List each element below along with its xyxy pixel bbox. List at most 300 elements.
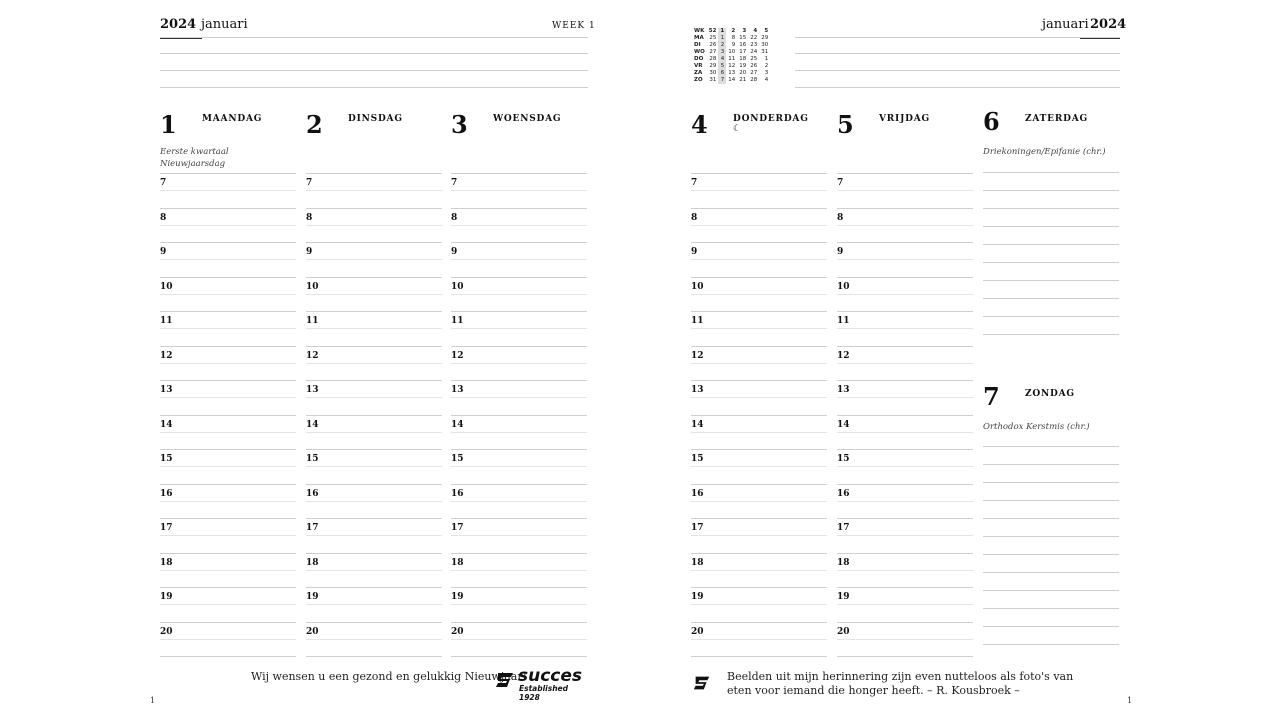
hour-rule — [160, 518, 296, 519]
half-hour-rule — [451, 535, 587, 536]
hour-label: 12 — [451, 350, 464, 361]
hour-label: 19 — [451, 592, 464, 602]
hour-label: 11 — [691, 316, 704, 326]
mini-calendar — [692, 28, 770, 84]
half-hour-rule — [306, 259, 442, 260]
day-number: 3 — [451, 110, 468, 139]
mini-cal-cell: 3 — [764, 70, 769, 76]
half-hour-rule — [837, 501, 973, 502]
mini-cal-cell: 21 — [739, 77, 747, 83]
hour-rule — [306, 449, 442, 450]
hour-label: 9 — [160, 247, 167, 257]
hour-rule — [160, 656, 296, 657]
hour-label: 12 — [160, 350, 173, 361]
hour-rule — [306, 311, 442, 312]
hour-label: 9 — [306, 247, 313, 257]
note-line — [983, 500, 1119, 501]
note-line — [983, 262, 1119, 263]
mini-cal-cell: 10 — [728, 49, 736, 55]
mini-cal-cell: 13 — [728, 70, 736, 76]
half-hour-rule — [691, 259, 827, 260]
half-hour-rule — [160, 535, 296, 536]
half-hour-rule — [451, 639, 587, 640]
hour-rule — [691, 311, 827, 312]
note-line — [983, 482, 1119, 483]
hour-label: 15 — [691, 454, 704, 464]
hour-rule — [691, 208, 827, 209]
hour-label: 7 — [451, 178, 458, 188]
note-line — [983, 190, 1119, 191]
hour-rule — [691, 380, 827, 381]
half-hour-rule — [306, 432, 442, 433]
hour-label: 14 — [306, 419, 319, 430]
hour-label: 20 — [837, 626, 850, 637]
hour-rule — [837, 380, 973, 381]
mini-cal-cell: 27 — [750, 70, 758, 76]
mini-cal-cell: 25 — [750, 56, 758, 62]
hour-label: 18 — [160, 557, 173, 568]
mini-cal-cell: 2 — [764, 63, 769, 69]
half-hour-rule — [451, 397, 587, 398]
mini-cal-cell: 11 — [728, 56, 736, 62]
hour-label: 11 — [160, 316, 173, 326]
hour-rule — [691, 242, 827, 243]
hour-label: 11 — [306, 316, 319, 326]
hour-rule — [160, 587, 296, 588]
mini-cal-cell: 20 — [739, 70, 747, 76]
mini-cal-cell: 30 — [761, 42, 769, 48]
hour-label: 8 — [160, 212, 167, 223]
week-label: WEEK 1 — [552, 21, 596, 31]
day-name: MAANDAG — [202, 114, 263, 124]
hour-rule — [306, 587, 442, 588]
hour-label: 10 — [306, 281, 319, 292]
half-hour-rule — [160, 639, 296, 640]
half-hour-rule — [306, 397, 442, 398]
hour-rule — [160, 553, 296, 554]
hour-rule — [306, 415, 442, 416]
half-hour-rule — [691, 432, 827, 433]
logo-tagline: Established 1928 — [519, 684, 569, 702]
half-hour-rule — [306, 639, 442, 640]
left-page-number: 1 — [150, 696, 156, 705]
half-hour-rule — [160, 397, 296, 398]
half-hour-rule — [837, 225, 973, 226]
hour-rule — [837, 208, 973, 209]
half-hour-rule — [451, 501, 587, 502]
hour-label: 7 — [306, 178, 313, 188]
hour-rule — [306, 656, 442, 657]
hour-rule — [306, 346, 442, 347]
day-name: DONDERDAG — [733, 114, 809, 124]
hour-rule — [691, 346, 827, 347]
right-note-line — [795, 70, 1120, 71]
hour-rule — [837, 449, 973, 450]
hour-label: 9 — [691, 247, 698, 257]
half-hour-rule — [306, 466, 442, 467]
half-hour-rule — [837, 397, 973, 398]
mini-cal-cell: ZA — [694, 70, 703, 76]
hour-label: 16 — [451, 488, 464, 499]
half-hour-rule — [306, 328, 442, 329]
half-hour-rule — [160, 432, 296, 433]
hour-rule — [451, 656, 587, 657]
mini-cal-cell: 7 — [718, 77, 726, 84]
hour-label: 15 — [451, 454, 464, 464]
mini-cal-header-cell: WK — [694, 28, 705, 34]
half-hour-rule — [691, 294, 827, 295]
half-hour-rule — [451, 294, 587, 295]
hour-label: 9 — [837, 247, 844, 257]
half-hour-rule — [160, 259, 296, 260]
hour-rule — [306, 242, 442, 243]
hour-rule — [691, 277, 827, 278]
hour-label: 14 — [451, 419, 464, 430]
hour-label: 16 — [691, 488, 704, 499]
half-hour-rule — [306, 294, 442, 295]
mini-cal-cell: 3 — [718, 49, 726, 56]
hour-rule — [451, 484, 587, 485]
hour-rule — [451, 277, 587, 278]
left-year: 2024 — [160, 17, 197, 32]
mini-cal-cell: 31 — [709, 77, 717, 83]
hour-rule — [451, 587, 587, 588]
note-line — [983, 554, 1119, 555]
half-hour-rule — [691, 466, 827, 467]
mini-cal-header-cell: 4 — [753, 28, 758, 34]
hour-rule — [837, 587, 973, 588]
half-hour-rule — [306, 501, 442, 502]
hour-rule — [451, 346, 587, 347]
mini-cal-cell: 1 — [764, 56, 769, 62]
hour-rule — [691, 484, 827, 485]
mini-cal-header-cell: 2 — [731, 28, 736, 34]
half-hour-rule — [451, 570, 587, 571]
mini-cal-cell: 1 — [718, 35, 726, 42]
hour-rule — [691, 415, 827, 416]
half-hour-rule — [691, 225, 827, 226]
hour-label: 13 — [691, 385, 704, 395]
half-hour-rule — [691, 328, 827, 329]
hour-rule — [451, 173, 587, 174]
hour-rule — [451, 208, 587, 209]
mini-cal-cell: ZO — [694, 77, 703, 83]
left-note-line — [160, 87, 588, 88]
mini-cal-cell: 28 — [750, 77, 758, 83]
day-number: 7 — [983, 382, 1000, 411]
hour-label: 7 — [160, 178, 167, 188]
half-hour-rule — [837, 259, 973, 260]
note-line — [983, 298, 1119, 299]
day-name: ZATERDAG — [1025, 114, 1088, 124]
hour-rule — [837, 277, 973, 278]
hour-label: 10 — [691, 281, 704, 292]
half-hour-rule — [306, 225, 442, 226]
hour-label: 14 — [691, 419, 704, 430]
half-hour-rule — [306, 535, 442, 536]
hour-label: 11 — [451, 316, 464, 326]
mini-cal-header-cell: 3 — [742, 28, 747, 34]
half-hour-rule — [691, 501, 827, 502]
hour-rule — [306, 553, 442, 554]
mini-cal-cell: 28 — [709, 56, 717, 62]
hour-rule — [160, 311, 296, 312]
hour-rule — [451, 311, 587, 312]
hour-label: 15 — [306, 454, 319, 464]
mini-cal-cell: WO — [694, 49, 705, 55]
left-month: januari — [201, 17, 248, 32]
mini-cal-cell: DO — [694, 56, 704, 62]
hour-label: 10 — [160, 281, 173, 292]
hour-label: 19 — [160, 592, 173, 602]
hour-label: 18 — [691, 557, 704, 568]
half-hour-rule — [160, 294, 296, 295]
hour-rule — [451, 380, 587, 381]
note-line — [983, 536, 1119, 537]
half-hour-rule — [691, 639, 827, 640]
half-hour-rule — [160, 604, 296, 605]
half-hour-rule — [160, 328, 296, 329]
hour-rule — [160, 346, 296, 347]
mini-cal-cell: 18 — [739, 56, 747, 62]
hour-label: 17 — [691, 523, 704, 533]
hour-label: 8 — [691, 212, 698, 223]
mini-cal-cell: 12 — [728, 63, 736, 69]
half-hour-rule — [837, 639, 973, 640]
half-hour-rule — [691, 604, 827, 605]
mini-cal-cell: 17 — [739, 49, 747, 55]
day-name: ZONDAG — [1025, 389, 1075, 399]
hour-label: 12 — [691, 350, 704, 361]
hour-label: 19 — [837, 592, 850, 602]
left-note-line — [160, 70, 588, 71]
hour-label: 13 — [837, 385, 850, 395]
half-hour-rule — [451, 466, 587, 467]
hour-rule — [451, 518, 587, 519]
half-hour-rule — [451, 225, 587, 226]
note-line — [983, 644, 1119, 645]
hour-label: 13 — [451, 385, 464, 395]
day-note: Orthodox Kerstmis (chr.) — [983, 422, 1090, 432]
half-hour-rule — [306, 570, 442, 571]
hour-label: 7 — [691, 178, 698, 188]
hour-label: 20 — [160, 626, 173, 637]
hour-label: 19 — [691, 592, 704, 602]
hour-rule — [837, 311, 973, 312]
half-hour-rule — [691, 535, 827, 536]
half-hour-rule — [306, 363, 442, 364]
right-page-number: 1 — [1127, 696, 1133, 705]
hour-rule — [691, 622, 827, 623]
note-line — [983, 608, 1119, 609]
note-line — [983, 518, 1119, 519]
hour-label: 13 — [160, 385, 173, 395]
hour-label: 15 — [837, 454, 850, 464]
note-line — [983, 334, 1119, 335]
hour-rule — [837, 346, 973, 347]
mini-cal-cell: 23 — [750, 42, 758, 48]
hour-rule — [160, 173, 296, 174]
day-number: 6 — [983, 107, 1000, 136]
hour-rule — [837, 173, 973, 174]
half-hour-rule — [160, 190, 296, 191]
hour-label: 17 — [160, 523, 173, 533]
mini-cal-cell: 31 — [761, 49, 769, 55]
mini-cal-cell: 8 — [731, 35, 736, 41]
right-header-rule — [795, 37, 1120, 38]
note-line — [983, 446, 1119, 447]
half-hour-rule — [837, 294, 973, 295]
hour-rule — [160, 484, 296, 485]
day-note: Driekoningen/Epifanie (chr.) — [983, 147, 1106, 157]
hour-rule — [837, 415, 973, 416]
note-line — [983, 226, 1119, 227]
half-hour-rule — [837, 570, 973, 571]
hour-label: 8 — [306, 212, 313, 223]
day-note: Eerste kwartaal — [160, 147, 229, 157]
hour-rule — [160, 277, 296, 278]
note-line — [983, 590, 1119, 591]
half-hour-rule — [837, 363, 973, 364]
hour-rule — [691, 587, 827, 588]
half-hour-rule — [691, 363, 827, 364]
half-hour-rule — [451, 604, 587, 605]
day-name: DINSDAG — [348, 114, 403, 124]
half-hour-rule — [160, 466, 296, 467]
right-month: januari — [1042, 17, 1089, 32]
hour-label: 16 — [306, 488, 319, 499]
mini-cal-cell: 29 — [761, 35, 769, 41]
hour-rule — [837, 518, 973, 519]
hour-label: 11 — [837, 316, 850, 326]
hour-rule — [306, 484, 442, 485]
succes-s-icon — [692, 673, 712, 697]
hour-label: 12 — [306, 350, 319, 361]
left-header-rule — [160, 37, 588, 38]
hour-rule — [837, 242, 973, 243]
hour-rule — [306, 173, 442, 174]
half-hour-rule — [691, 190, 827, 191]
hour-label: 18 — [451, 557, 464, 568]
note-line — [983, 316, 1119, 317]
hour-label: 18 — [837, 557, 850, 568]
half-hour-rule — [837, 535, 973, 536]
half-hour-rule — [160, 570, 296, 571]
note-line — [983, 208, 1119, 209]
hour-label: 8 — [837, 212, 844, 223]
hour-rule — [160, 208, 296, 209]
half-hour-rule — [160, 225, 296, 226]
mini-cal-cell: 9 — [731, 42, 736, 48]
half-hour-rule — [451, 259, 587, 260]
half-hour-rule — [451, 328, 587, 329]
hour-rule — [691, 449, 827, 450]
mini-cal-cell: 24 — [750, 49, 758, 55]
logo-name: succes — [518, 666, 583, 686]
hour-rule — [160, 415, 296, 416]
hour-rule — [306, 622, 442, 623]
hour-rule — [691, 553, 827, 554]
half-hour-rule — [837, 190, 973, 191]
hour-label: 20 — [451, 626, 464, 637]
hour-rule — [160, 622, 296, 623]
mini-cal-cell: 25 — [709, 35, 717, 41]
mini-cal-cell: 26 — [750, 63, 758, 69]
hour-rule — [837, 484, 973, 485]
day-number: 2 — [306, 110, 323, 139]
note-line — [983, 244, 1119, 245]
hour-rule — [306, 208, 442, 209]
mini-cal-cell: 29 — [709, 63, 717, 69]
hour-label: 20 — [691, 626, 704, 637]
mini-cal-cell: 4 — [718, 56, 726, 63]
half-hour-rule — [837, 328, 973, 329]
mini-cal-cell: 2 — [718, 42, 726, 49]
quote: Beelden uit mijn herinnering zijn even nutteloos als foto's van eten voor iemand die honger heeft. – R. Kousbroek – — [727, 670, 1074, 697]
hour-rule — [837, 553, 973, 554]
hour-rule — [451, 622, 587, 623]
mini-cal-cell: 14 — [728, 77, 736, 83]
half-hour-rule — [691, 570, 827, 571]
right-year: 2024 — [1090, 17, 1127, 32]
mini-cal-cell: 6 — [718, 70, 726, 77]
hour-rule — [837, 656, 973, 657]
hour-rule — [451, 415, 587, 416]
hour-label: 7 — [837, 178, 844, 188]
hour-label: 9 — [451, 247, 458, 257]
mini-cal-cell: 30 — [709, 70, 717, 76]
footer-message: Wij wensen u een gezond en gelukkig Nieuwjaar! — [251, 670, 528, 683]
hour-label: 14 — [160, 419, 173, 430]
day-name: VRIJDAG — [879, 114, 931, 124]
hour-rule — [306, 277, 442, 278]
half-hour-rule — [306, 190, 442, 191]
half-hour-rule — [306, 604, 442, 605]
hour-rule — [837, 622, 973, 623]
succes-logo — [494, 666, 590, 702]
hour-label: 10 — [837, 281, 850, 292]
hour-label: 17 — [837, 523, 850, 533]
hour-label: 13 — [306, 385, 319, 395]
hour-label: 16 — [837, 488, 850, 499]
mini-cal-cell: 27 — [709, 49, 717, 55]
mini-cal-cell: 16 — [739, 42, 747, 48]
day-note: Nieuwjaarsdag — [160, 159, 226, 169]
note-line — [983, 572, 1119, 573]
hour-rule — [160, 242, 296, 243]
note-line — [983, 626, 1119, 627]
hour-label: 19 — [306, 592, 319, 602]
right-note-line — [795, 53, 1120, 54]
mini-cal-cell: DI — [694, 42, 701, 48]
half-hour-rule — [691, 397, 827, 398]
right-note-line — [795, 87, 1120, 88]
day-number: 4 — [691, 110, 708, 139]
hour-label: 20 — [306, 626, 319, 637]
mini-cal-cell: 15 — [739, 35, 747, 41]
mini-cal-cell: VR — [694, 63, 703, 69]
hour-rule — [451, 242, 587, 243]
half-hour-rule — [837, 604, 973, 605]
hour-label: 8 — [451, 212, 458, 223]
hour-rule — [691, 656, 827, 657]
mini-cal-header-cell: 1 — [720, 28, 725, 34]
note-line — [983, 280, 1119, 281]
moon-phase-icon: ☾ — [733, 124, 742, 134]
hour-label: 12 — [837, 350, 850, 361]
half-hour-rule — [451, 432, 587, 433]
hour-rule — [160, 380, 296, 381]
